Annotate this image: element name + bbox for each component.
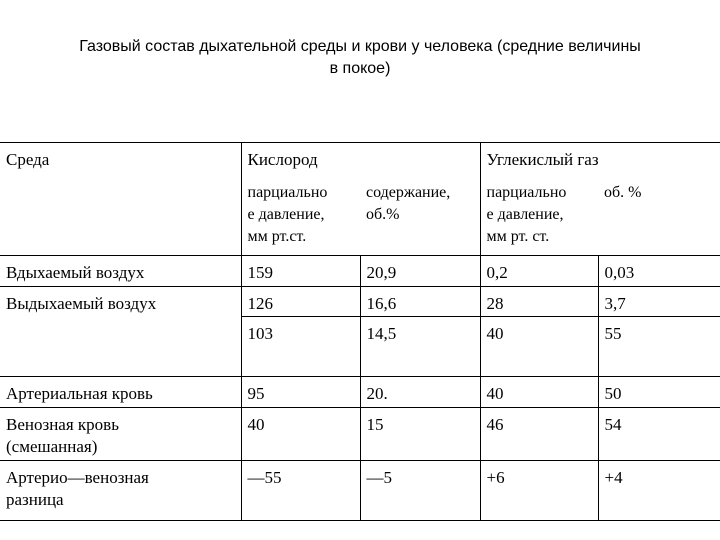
- cell-co2-content: 54: [598, 408, 720, 461]
- table-row: [0, 317, 720, 377]
- cell-co2-pressure: 40: [480, 377, 598, 408]
- subheader-o2-pressure: парциально е давление, мм рт.ст.: [241, 179, 360, 256]
- cell-co2-content: +4: [598, 461, 720, 521]
- cell-o2-pressure: 95: [241, 377, 360, 408]
- cell-co2-content: 50: [598, 377, 720, 408]
- subheader-o2-content: содержание, об.%: [360, 179, 480, 256]
- cell-o2-pressure: 40: [241, 408, 360, 461]
- cell-co2-content: 55: [598, 317, 720, 377]
- header-oxygen: Кислород: [241, 143, 480, 179]
- cell-o2-pressure: 126: [241, 287, 360, 317]
- table-row: [0, 287, 720, 317]
- cell-o2-pressure: 159: [241, 256, 360, 287]
- row-label: Артерио—венозная разница: [0, 461, 241, 521]
- row-label: Выдыхаемый воздух: [0, 287, 241, 317]
- cell-o2-content: 20.: [360, 377, 480, 408]
- row-label: Вдыхаемый воздух: [0, 256, 241, 287]
- cell-o2-content: 20,9: [360, 256, 480, 287]
- table-subheader-row: [0, 179, 720, 256]
- table-title: [0, 36, 720, 80]
- cell-co2-pressure: 46: [480, 408, 598, 461]
- cell-o2-content: 15: [360, 408, 480, 461]
- cell-o2-content: 14,5: [360, 317, 480, 377]
- table-row: [0, 256, 720, 287]
- table-row: [0, 408, 720, 461]
- cell-co2-pressure: 40: [480, 317, 598, 377]
- gas-composition-table: [0, 142, 720, 521]
- title-line-1: Газовый состав дыхательной среды и крови у человека (средние величины: [79, 38, 641, 55]
- subheader-co2-pressure: парциально е давление, мм рт. ст.: [480, 179, 598, 256]
- row-label: Венозная кровь (смешанная): [0, 408, 241, 461]
- title-line-2: в покое): [329, 60, 391, 77]
- subheader-medium-empty: [0, 179, 241, 256]
- cell-o2-pressure: —55: [241, 461, 360, 521]
- cell-co2-pressure: +6: [480, 461, 598, 521]
- cell-o2-content: 16,6: [360, 287, 480, 317]
- cell-co2-pressure: 0,2: [480, 256, 598, 287]
- header-co2: Углекислый газ: [480, 143, 720, 179]
- row-label: Артериальная кровь: [0, 377, 241, 408]
- cell-o2-pressure: 103: [241, 317, 360, 377]
- cell-co2-content: 3,7: [598, 287, 720, 317]
- cell-o2-content: —5: [360, 461, 480, 521]
- cell-co2-content: 0,03: [598, 256, 720, 287]
- table-header-row: [0, 143, 720, 179]
- subheader-co2-content: об. %: [598, 179, 720, 256]
- header-medium: Среда: [0, 143, 241, 179]
- row-label: [0, 317, 241, 377]
- table-row: [0, 377, 720, 408]
- cell-co2-pressure: 28: [480, 287, 598, 317]
- table-row: [0, 461, 720, 521]
